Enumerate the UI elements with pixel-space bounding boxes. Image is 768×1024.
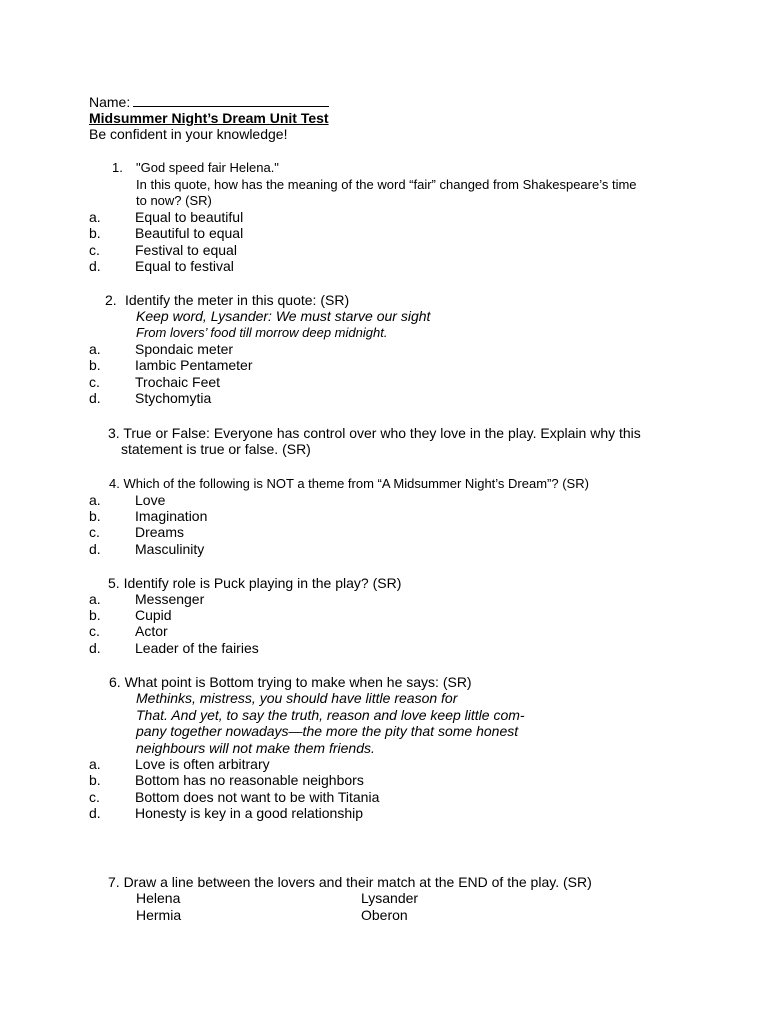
question-6-option-d[interactable]: d. Honesty is key in a good relationship <box>89 805 364 821</box>
question-2-quote-line-1: Keep word, Lysander: We must starve our sight <box>136 308 431 324</box>
question-2-option-a[interactable]: a. Spondaic meter <box>89 341 234 357</box>
question-2-option-b[interactable]: b. Iambic Pentameter <box>89 357 253 373</box>
question-6-option-c[interactable]: c. Bottom does not want to be with Titania <box>89 789 380 805</box>
question-1-number: 1. <box>112 160 123 175</box>
question-2-stem: Identify the meter in this quote: (SR) <box>125 292 350 308</box>
question-2-option-d[interactable]: d. Stychomytia <box>89 390 212 406</box>
test-subtitle: Be confident in your knowledge! <box>89 126 288 142</box>
question-6-option-a[interactable]: a. Love is often arbitrary <box>89 756 270 772</box>
match-right-item[interactable]: Lysander <box>361 890 419 906</box>
question-1-stem-line-2: to now? (SR) <box>136 193 212 208</box>
question-1-stem-line-1: In this quote, how has the meaning of the word “fair” changed from Shakespeare’s time <box>136 177 637 192</box>
question-1-quote: "God speed fair Helena." <box>136 160 279 175</box>
question-5-stem: 5. Identify role is Puck playing in the play? (SR) <box>108 575 402 591</box>
question-1-option-d[interactable]: d. Equal to festival <box>89 258 234 274</box>
question-3-line-2: statement is true or false. (SR) <box>121 441 311 457</box>
question-7-stem: 7. Draw a line between the lovers and their match at the END of the play. (SR) <box>108 874 592 890</box>
question-4-option-d[interactable]: d. Masculinity <box>89 541 205 557</box>
question-5-option-c[interactable]: c. Actor <box>89 623 168 639</box>
match-left-item[interactable]: Hermia <box>136 907 182 923</box>
question-4-option-c[interactable]: c. Dreams <box>89 524 185 540</box>
question-6-quote-line-1: Methinks, mistress, you should have little reason for <box>136 690 458 706</box>
question-6-quote-line-2: That. And yet, to say the truth, reason and love keep little com- <box>136 707 525 723</box>
question-1-option-a[interactable]: a. Equal to beautiful <box>89 209 244 225</box>
question-4-option-a[interactable]: a. Love <box>89 492 166 508</box>
question-6-quote-line-3: pany together nowadays—the more the pity that some honest <box>136 723 519 739</box>
match-left-item[interactable]: Helena <box>136 890 181 906</box>
question-2-number: 2. <box>105 292 117 308</box>
question-4-option-b[interactable]: b. Imagination <box>89 508 208 524</box>
question-6-option-b[interactable]: b. Bottom has no reasonable neighbors <box>89 772 364 788</box>
question-2-quote-line-2: From lovers’ food till morrow deep midnight. <box>136 325 388 340</box>
question-1-option-c[interactable]: c. Festival to equal <box>89 242 237 258</box>
name-field[interactable] <box>89 93 329 110</box>
question-5-option-b[interactable]: b. Cupid <box>89 607 172 623</box>
question-5-option-a[interactable]: a. Messenger <box>89 591 205 607</box>
test-title: Midsummer Night’s Dream Unit Test <box>89 110 329 126</box>
question-1-option-b[interactable]: b. Beautiful to equal <box>89 225 244 241</box>
question-5-option-d[interactable]: d. Leader of the fairies <box>89 640 259 656</box>
name-blank-line[interactable] <box>133 93 329 107</box>
question-6-stem: 6. What point is Bottom trying to make when he says: (SR) <box>109 674 472 690</box>
question-6-quote-line-4: neighbours will not make them friends. <box>136 740 375 756</box>
question-2-option-c[interactable]: c. Trochaic Feet <box>89 374 221 390</box>
question-3-line-1: 3. True or False: Everyone has control over who they love in the play. Explain why this <box>108 425 641 441</box>
match-right-item[interactable]: Oberon <box>361 907 408 923</box>
name-label: Name: <box>89 94 131 110</box>
question-4-stem: 4. Which of the following is NOT a theme from “A Midsummer Night’s Dream”? (SR) <box>109 476 589 491</box>
